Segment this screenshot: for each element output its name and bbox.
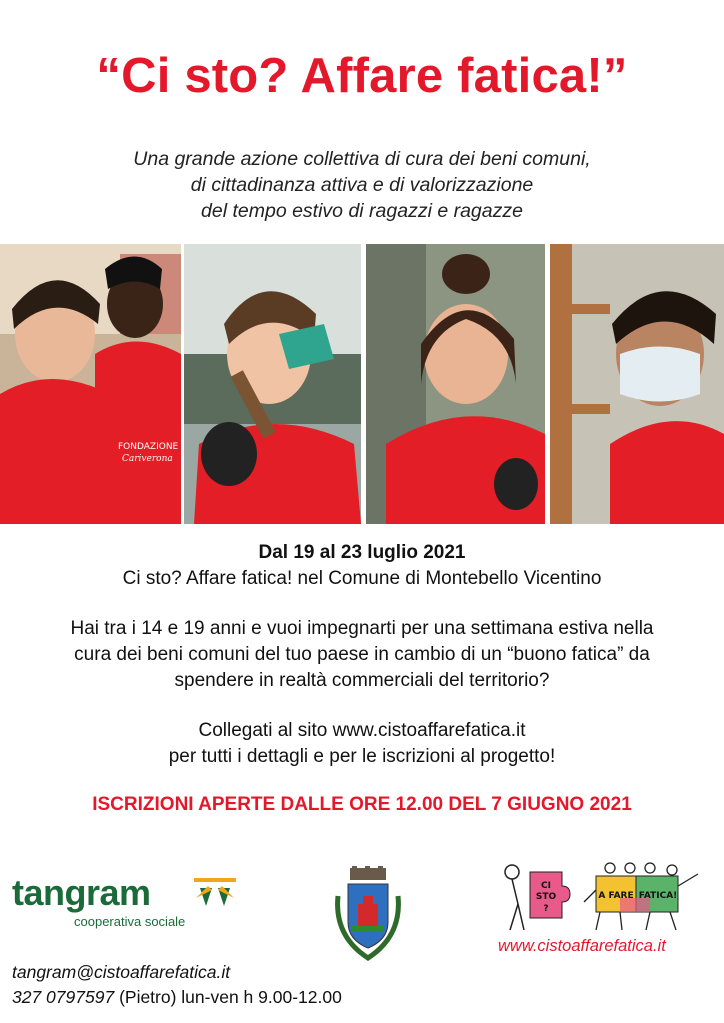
logo-question: ? (543, 904, 549, 914)
logo-ci: CI (541, 881, 551, 891)
shirt-text: Cariverona (122, 454, 173, 464)
tangram-name: tangram (12, 872, 151, 913)
tangram-people-icon (190, 876, 240, 908)
cisto-puzzle-logo (500, 862, 714, 934)
photo-strip (0, 244, 724, 524)
contact-hours: (Pietro) lun-ven h 9.00-12.00 (114, 987, 342, 1007)
subtitle-line: del tempo estivo di ragazzi e ragazze (201, 200, 523, 222)
subtitle-line: di cittadinanza attiva e di valorizzazione (190, 174, 534, 196)
description-line: spendere in realtà commerciali del territorio? (174, 670, 550, 691)
website-link[interactable]: www.cistoaffarefatica.it (498, 937, 666, 955)
photo-boy-brush (184, 244, 361, 524)
photo-two-boys (0, 244, 181, 524)
poster-subtitle (0, 146, 724, 224)
tangram-subtitle: cooperativa sociale (74, 914, 186, 929)
logo-sto: STO (535, 892, 557, 902)
photo-girl (366, 244, 545, 524)
description-line: cura dei beni comuni del tuo paese in cambio di un “buono fatica” da (74, 644, 650, 665)
subtitle-line: Una grande azione collettiva di cura dei beni comuni, (133, 148, 591, 170)
photo-boy-mask (550, 244, 724, 524)
contact-phone-line (12, 985, 342, 1010)
description-line: Hai tra i 14 e 19 anni e vuoi impegnarti per una settimana estiva nella (70, 618, 654, 639)
municipal-crest (330, 866, 406, 962)
shirt-text: FONDAZIONE (118, 442, 179, 452)
contact-phone[interactable]: 327 0797597 (12, 987, 115, 1007)
website-info-line: Collegati al sito www.cistoaffarefatica.it (198, 720, 526, 741)
contact-info (12, 960, 342, 1010)
logo-affare: A FARE (598, 891, 634, 901)
tangram-logo (12, 872, 242, 942)
website-info-line: per tutti i dettagli e per le iscrizioni al progetto! (168, 746, 556, 767)
poster-title: “Ci sto? Affare fatica!” (96, 49, 628, 103)
event-location: Ci sto? Affare fatica! nel Comune di Montebello Vicentino (122, 568, 602, 589)
description (0, 616, 724, 694)
registration-notice: ISCRIZIONI APERTE DALLE ORE 12.00 DEL 7 GIUGNO 2021 (92, 794, 632, 815)
logo-fatica: FATICA! (638, 891, 678, 901)
contact-email[interactable]: tangram@cistoaffarefatica.it (12, 962, 231, 982)
website-info (0, 718, 724, 770)
event-dates: Dal 19 al 23 luglio 2021 (258, 542, 466, 563)
